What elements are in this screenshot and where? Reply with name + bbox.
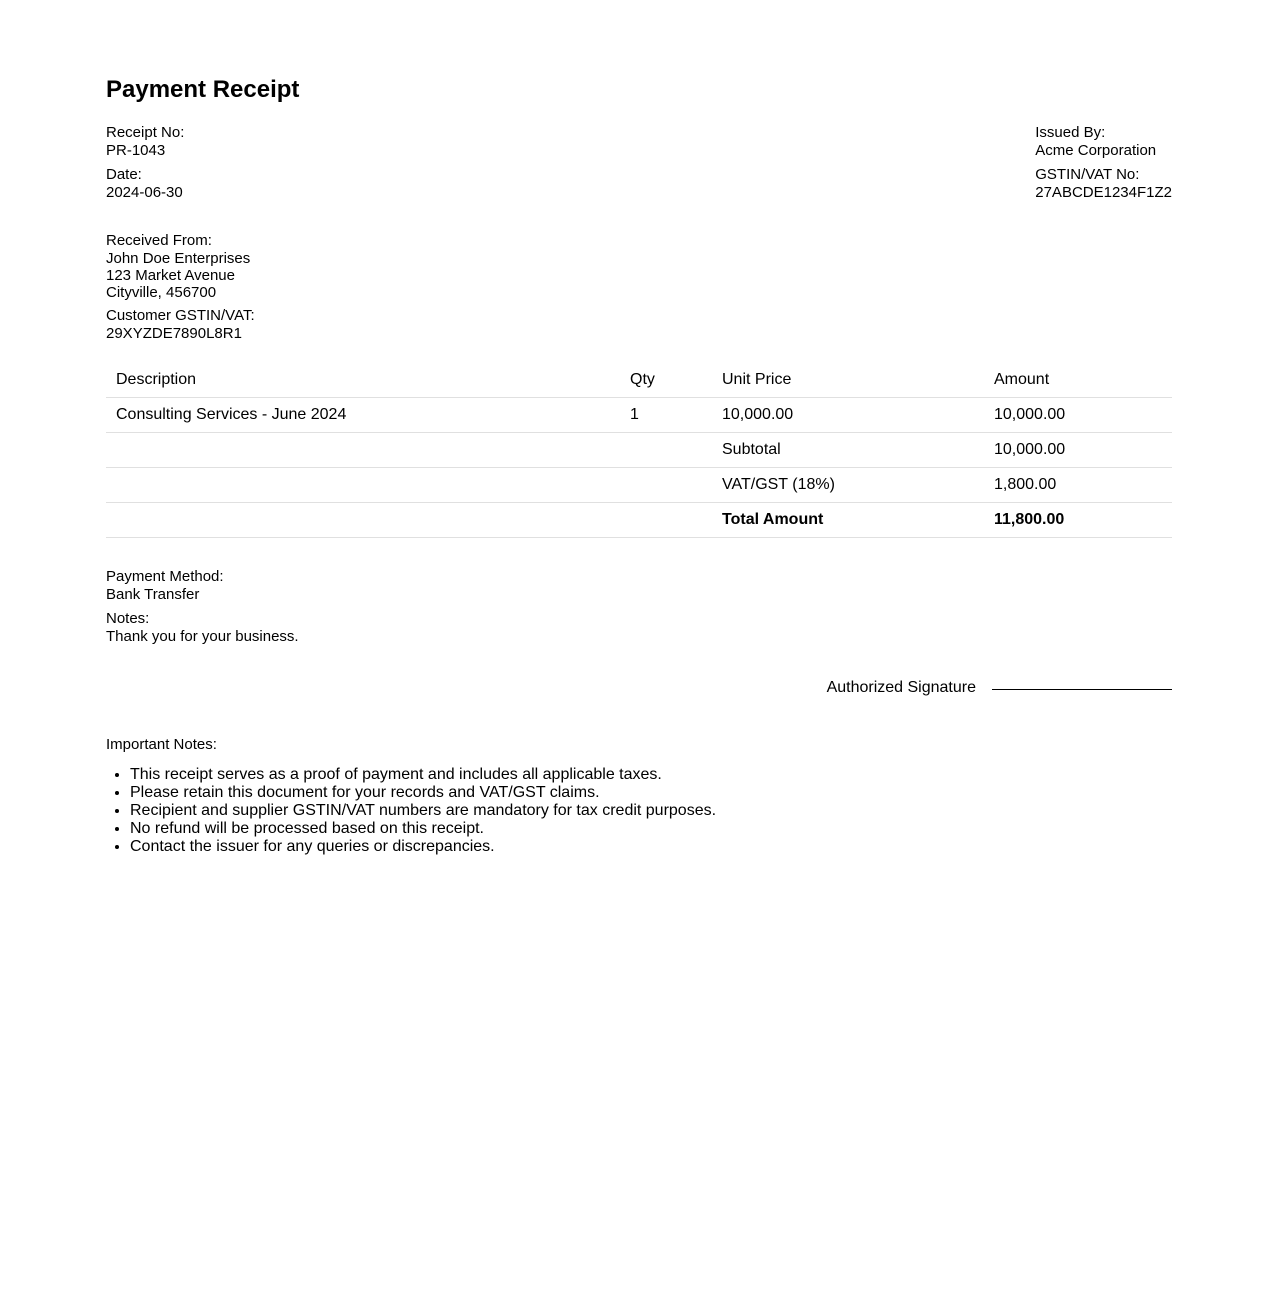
payment-method-label: Payment Method:	[106, 568, 224, 585]
tax-value: 1,800.00	[984, 468, 1172, 503]
total-value: 11,800.00	[984, 503, 1172, 538]
issuer-tax-label: GSTIN/VAT No:	[1035, 166, 1140, 183]
list-item: • Contact the issuer for any queries or discrepancies.	[130, 838, 1172, 856]
table-header-row	[106, 363, 1172, 398]
table-row	[106, 398, 1172, 433]
header-description: Description	[106, 363, 620, 398]
list-item: • Recipient and supplier GSTIN/VAT numbers are mandatory for tax credit purposes.	[130, 802, 1172, 820]
total-row	[106, 503, 1172, 538]
customer-address-line2: Cityville, 456700	[106, 284, 217, 301]
receipt-page	[106, 74, 1172, 856]
important-notes-heading: Important Notes:	[106, 736, 217, 753]
signature-row	[106, 678, 1172, 698]
important-notes	[106, 736, 1172, 856]
page-title: Payment Receipt	[106, 76, 300, 103]
issuer-tax-value: 27ABCDE1234F1Z2	[1035, 184, 1172, 201]
customer-tax-label: Customer GSTIN/VAT:	[106, 307, 255, 324]
issued-by-label: Issued By:	[1035, 124, 1106, 141]
subtotal-label: Subtotal	[712, 433, 984, 468]
header-amount: Amount	[984, 363, 1172, 398]
payment-method-value: Bank Transfer	[106, 586, 200, 603]
date-value: 2024-06-30	[106, 184, 183, 201]
notes-value: Thank you for your business.	[106, 628, 299, 645]
customer-block	[106, 232, 1172, 343]
received-from-label: Received From:	[106, 232, 212, 249]
issuer-block	[1035, 124, 1172, 208]
list-item: • Please retain this document for your records and VAT/GST claims.	[130, 784, 1172, 802]
customer-address-line1: 123 Market Avenue	[106, 267, 235, 284]
notes-label: Notes:	[106, 610, 150, 627]
tax-label: VAT/GST (18%)	[712, 468, 984, 503]
list-item: • No refund will be processed based on this receipt.	[130, 820, 1172, 838]
customer-name: John Doe Enterprises	[106, 250, 251, 267]
header-unit-price: Unit Price	[712, 363, 984, 398]
receipt-meta	[106, 124, 184, 208]
payment-block	[106, 568, 1172, 646]
header-qty: Qty	[620, 363, 712, 398]
items-table	[106, 363, 1172, 538]
tax-row	[106, 468, 1172, 503]
list-item: • This receipt serves as a proof of payment and includes all applicable taxes.	[130, 766, 1172, 784]
total-label: Total Amount	[712, 503, 984, 538]
subtotal-value: 10,000.00	[984, 433, 1172, 468]
subtotal-row	[106, 433, 1172, 468]
row-qty: 1	[620, 398, 712, 433]
issuer-name: Acme Corporation	[1035, 142, 1157, 159]
signature-label: Authorized Signature	[826, 679, 976, 696]
customer-tax-value: 29XYZDE7890L8R1	[106, 325, 242, 342]
row-amount: 10,000.00	[984, 398, 1172, 433]
date-label: Date:	[106, 166, 142, 183]
receipt-header	[106, 124, 1172, 214]
row-unit-price: 10,000.00	[712, 398, 984, 433]
receipt-no-label: Receipt No:	[106, 124, 185, 141]
receipt-no-value: PR-1043	[106, 142, 166, 159]
row-description: Consulting Services - June 2024	[106, 398, 620, 433]
signature-line	[992, 689, 1172, 690]
important-notes-list	[106, 766, 1172, 856]
